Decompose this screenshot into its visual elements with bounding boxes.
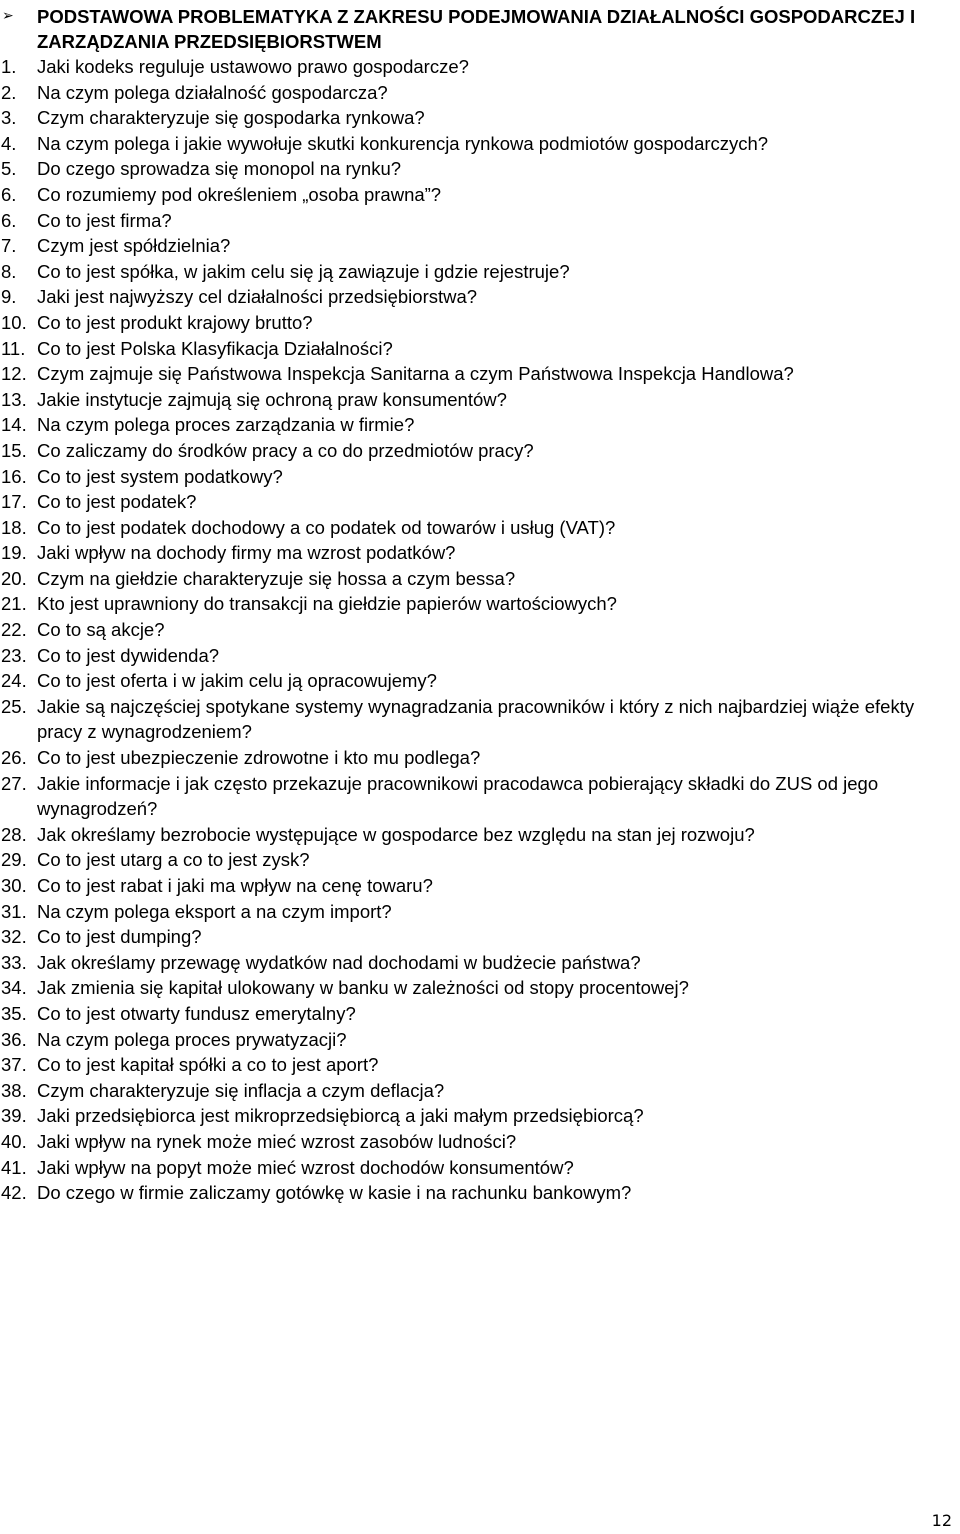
section-heading bbox=[0, 4, 950, 54]
question-number: 3. bbox=[1, 107, 17, 129]
question-item bbox=[0, 1180, 958, 1206]
question-number: 12. bbox=[1, 363, 27, 385]
question-text: Co to jest firma? bbox=[37, 209, 172, 231]
question-number: 20. bbox=[1, 567, 27, 589]
question-item bbox=[0, 1078, 958, 1104]
question-item bbox=[0, 105, 958, 131]
question-text: Co to jest utarg a co to jest zysk? bbox=[37, 849, 310, 871]
question-text: Jaki kodeks reguluje ustawowo prawo gospodarcze? bbox=[37, 56, 469, 77]
question-item bbox=[0, 950, 958, 976]
question-number: 25. bbox=[1, 695, 27, 717]
question-text: Na czym polega działalność gospodarcza? bbox=[37, 81, 388, 103]
question-item bbox=[0, 259, 958, 285]
question-number: 6. bbox=[1, 209, 17, 231]
question-item bbox=[0, 566, 958, 592]
question-text: Co to jest ubezpieczenie zdrowotne i kto mu podlega? bbox=[37, 747, 481, 769]
question-item bbox=[0, 1155, 958, 1181]
question-item bbox=[0, 643, 958, 669]
question-item bbox=[0, 745, 958, 771]
question-text: Na czym polega proces prywatyzacji? bbox=[37, 1028, 347, 1050]
question-text: Jaki jest najwyższy cel działalności przedsiębiorstwa? bbox=[37, 286, 478, 308]
question-text: Jaki wpływ na dochody firmy ma wzrost podatków? bbox=[37, 542, 456, 564]
question-text: Czym charakteryzuje się gospodarka rynkowa? bbox=[37, 107, 425, 129]
question-item bbox=[0, 438, 958, 464]
question-item bbox=[0, 1129, 958, 1155]
question-item bbox=[0, 361, 958, 387]
question-item bbox=[0, 233, 958, 259]
question-item bbox=[0, 489, 958, 515]
question-item bbox=[0, 591, 958, 617]
question-text: Na czym polega proces zarządzania w firmie? bbox=[37, 414, 415, 436]
question-text: Czym jest spółdzielnia? bbox=[37, 235, 231, 257]
question-number: 11. bbox=[1, 337, 26, 359]
question-item bbox=[0, 156, 958, 182]
question-item bbox=[0, 924, 958, 950]
heading-text: PODSTAWOWA PROBLEMATYKA Z ZAKRESU PODEJMOWANIA DZIAŁALNOŚCI GOSPODARCZEJ I ZARZĄDZANIA PRZEDSIĘBIORSTWEM bbox=[37, 6, 916, 52]
question-number: 15. bbox=[1, 439, 27, 461]
question-text: Co to są akcje? bbox=[37, 619, 165, 641]
question-item bbox=[0, 771, 958, 822]
question-text: Na czym polega eksport a na czym import? bbox=[37, 900, 392, 922]
question-text: Co to jest spółka, w jakim celu się ją zawiązuje i gdzie rejestruje? bbox=[37, 260, 570, 282]
question-number: 14. bbox=[1, 414, 27, 436]
question-text: Jaki przedsiębiorca jest mikroprzedsiębiorcą a jaki małym przedsiębiorcą? bbox=[37, 1105, 644, 1127]
question-text: Co to jest kapitał spółki a co to jest aport? bbox=[37, 1054, 379, 1076]
question-item bbox=[0, 1027, 958, 1053]
question-item bbox=[0, 464, 958, 490]
question-text: Co to jest dywidenda? bbox=[37, 644, 220, 666]
question-number: 19. bbox=[1, 542, 27, 564]
question-number: 2. bbox=[1, 81, 17, 103]
question-text: Co to jest podatek? bbox=[37, 491, 197, 513]
question-number: 6. bbox=[1, 183, 17, 205]
question-number: 16. bbox=[1, 465, 27, 487]
question-number: 32. bbox=[1, 926, 27, 948]
question-item bbox=[0, 1103, 958, 1129]
question-number: 30. bbox=[1, 875, 27, 896]
question-number: 36. bbox=[1, 1028, 27, 1050]
question-number: 40. bbox=[1, 1130, 27, 1152]
question-text: Co to jest rabat i jaki ma wpływ na cenę towaru? bbox=[37, 875, 433, 896]
question-item bbox=[0, 336, 958, 362]
question-item bbox=[0, 899, 958, 925]
question-text: Jakie są najczęściej spotykane systemy wynagradzania pracowników i który z nich najbardziej wiąże efekty pracy z wynagrodzeniem? bbox=[37, 695, 915, 743]
question-text: Co rozumiemy pod określeniem „osoba prawna”? bbox=[37, 183, 442, 205]
question-number: 1. bbox=[1, 56, 17, 77]
question-number: 5. bbox=[1, 158, 17, 180]
question-text: Co to jest system podatkowy? bbox=[37, 465, 283, 487]
question-item bbox=[0, 515, 958, 541]
question-number: 27. bbox=[1, 772, 27, 794]
question-number: 7. bbox=[1, 235, 17, 257]
question-number: 8. bbox=[1, 260, 17, 282]
question-number: 21. bbox=[1, 593, 27, 615]
question-item bbox=[0, 822, 958, 848]
question-item bbox=[0, 208, 958, 234]
question-item bbox=[0, 975, 958, 1001]
question-item bbox=[0, 284, 958, 310]
question-number: 33. bbox=[1, 951, 27, 973]
question-text: Jak określamy przewagę wydatków nad dochodami w budżecie państwa? bbox=[37, 951, 641, 973]
question-number: 10. bbox=[1, 311, 27, 333]
question-number: 23. bbox=[1, 644, 27, 666]
question-item bbox=[0, 412, 958, 438]
question-number: 26. bbox=[1, 747, 27, 769]
question-text: Czym charakteryzuje się inflacja a czym deflacja? bbox=[37, 1079, 445, 1101]
question-item bbox=[0, 873, 958, 899]
question-item bbox=[0, 668, 958, 694]
page-number: 12 bbox=[931, 1511, 952, 1530]
question-item bbox=[0, 1052, 958, 1078]
question-text: Co to jest podatek dochodowy a co podatek od towarów i usług (VAT)? bbox=[37, 516, 616, 538]
question-text: Do czego sprowadza się monopol na rynku? bbox=[37, 158, 402, 180]
question-number: 31. bbox=[1, 900, 27, 922]
arrow-bullet-icon: ➢ bbox=[2, 7, 14, 23]
question-item bbox=[0, 80, 958, 106]
question-item bbox=[0, 131, 958, 157]
question-number: 34. bbox=[1, 977, 27, 999]
question-item bbox=[0, 847, 958, 873]
question-text: Jakie informacje i jak często przekazuje pracownikowi pracodawca pobierający składki do ZUS od jego wynagrodzeń? bbox=[37, 772, 879, 820]
question-text: Jak zmienia się kapitał ulokowany w banku w zależności od stopy procentowej? bbox=[37, 977, 689, 999]
question-number: 35. bbox=[1, 1002, 27, 1024]
question-text: Czym zajmuje się Państwowa Inspekcja Sanitarna a czym Państwowa Inspekcja Handlowa? bbox=[37, 363, 794, 385]
question-item bbox=[0, 694, 958, 745]
question-item bbox=[0, 1001, 958, 1027]
question-number: 24. bbox=[1, 670, 27, 692]
question-text: Jaki wpływ na rynek może mieć wzrost zasobów ludności? bbox=[37, 1130, 517, 1152]
question-item bbox=[0, 182, 958, 208]
question-item bbox=[0, 54, 958, 80]
question-text: Co to jest otwarty fundusz emerytalny? bbox=[37, 1002, 356, 1024]
question-item bbox=[0, 387, 958, 413]
question-number: 13. bbox=[1, 388, 27, 410]
question-item bbox=[0, 310, 958, 336]
question-number: 39. bbox=[1, 1105, 27, 1127]
question-number: 17. bbox=[1, 491, 27, 513]
question-number: 9. bbox=[1, 286, 17, 308]
question-number: 42. bbox=[1, 1182, 27, 1204]
question-text: Jaki wpływ na popyt może mieć wzrost dochodów konsumentów? bbox=[37, 1156, 574, 1178]
question-number: 29. bbox=[1, 849, 27, 871]
question-text: Kto jest uprawniony do transakcji na giełdzie papierów wartościowych? bbox=[37, 593, 617, 615]
question-text: Co to jest dumping? bbox=[37, 926, 202, 948]
question-number: 4. bbox=[1, 132, 17, 154]
question-text: Do czego w firmie zaliczamy gotówkę w kasie i na rachunku bankowym? bbox=[37, 1182, 632, 1204]
question-list bbox=[0, 54, 958, 1206]
question-item bbox=[0, 540, 958, 566]
question-number: 38. bbox=[1, 1079, 27, 1101]
question-text: Co zaliczamy do środków pracy a co do przedmiotów pracy? bbox=[37, 439, 534, 461]
question-text: Jak określamy bezrobocie występujące w gospodarce bez względu na stan jej rozwoju? bbox=[37, 823, 755, 845]
question-number: 41. bbox=[1, 1156, 27, 1178]
question-text: Na czym polega i jakie wywołuje skutki konkurencja rynkowa podmiotów gospodarczych? bbox=[37, 132, 769, 154]
question-number: 37. bbox=[1, 1054, 27, 1076]
question-number: 22. bbox=[1, 619, 27, 641]
question-text: Co to jest Polska Klasyfikacja Działalności? bbox=[37, 337, 393, 359]
question-text: Co to jest produkt krajowy brutto? bbox=[37, 311, 313, 333]
question-number: 18. bbox=[1, 516, 27, 538]
question-item bbox=[0, 617, 958, 643]
question-number: 28. bbox=[1, 823, 27, 845]
question-text: Jakie instytucje zajmują się ochroną praw konsumentów? bbox=[37, 388, 507, 410]
question-text: Czym na giełdzie charakteryzuje się hossa a czym bessa? bbox=[37, 567, 516, 589]
question-text: Co to jest oferta i w jakim celu ją opracowujemy? bbox=[37, 670, 437, 692]
